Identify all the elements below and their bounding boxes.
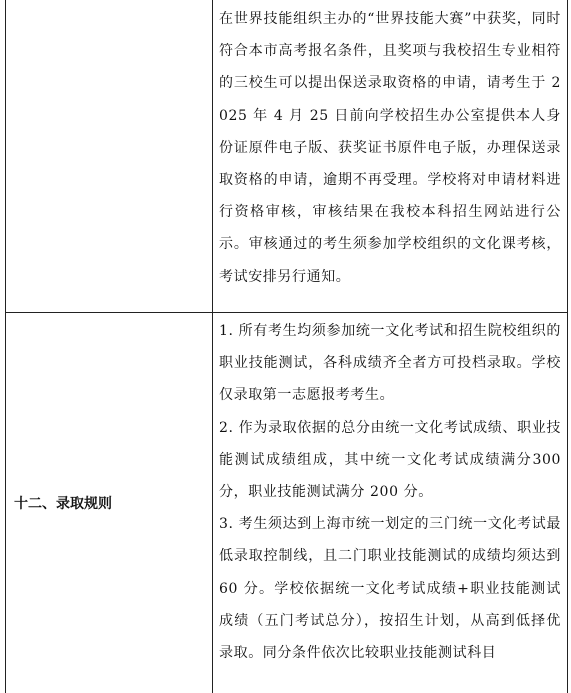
rule-paragraph-2: 2. 作为录取依据的总分由统一文化考试成绩、职业技能测试成绩组成，其中统一文化考试成绩满分300 分，职业技能测试满分 200 分。 <box>219 419 561 501</box>
row-content-cell <box>212 312 568 669</box>
paragraph: 在世界技能组织主办的“世界技能大赛”中获奖，同时符合本市高考报名条件，且奖项与我校招生专业相符的三校生可以提出保送录取资格的申请，请考生于 2025 年 4 月 25 日前向学校招生办公室提供本人身份证原件电子版、获奖证书原件电子版，办理保送录取资格的申请，逾期不再受理。学校将对申请材料进行资格审核，审核结果在我校本科招生网站进行公示。审核通过的考生须参加学校组织的文化课考核，考试安排另行通知。 <box>219 11 561 285</box>
rule-paragraph-1: 1. 所有考生均须参加统一文化考试和招生院校组织的职业技能测试，各科成绩齐全者方可投档录取。学校仅录取第一志愿报考考生。 <box>219 323 561 404</box>
rule-paragraph-3: 3. 考生须达到上海市统一划定的三门统一文化考试最低录取控制线，且二门职业技能测试的成绩均须达到 60 分。学校依据统一文化考试成绩+职业技能测试成绩（五门考试总分），按招生计划，从高到低择优录取。同分条件依次比较职业技能测试科目 <box>219 516 561 662</box>
row-label-cell <box>5 312 212 693</box>
table-row <box>5 312 568 693</box>
table-row <box>5 0 568 312</box>
row-label-cell <box>5 0 212 312</box>
section-heading-admission-rules: 十二、录取规则 <box>14 495 112 512</box>
admission-rules-table <box>5 0 568 693</box>
row-content-cell <box>212 0 568 293</box>
